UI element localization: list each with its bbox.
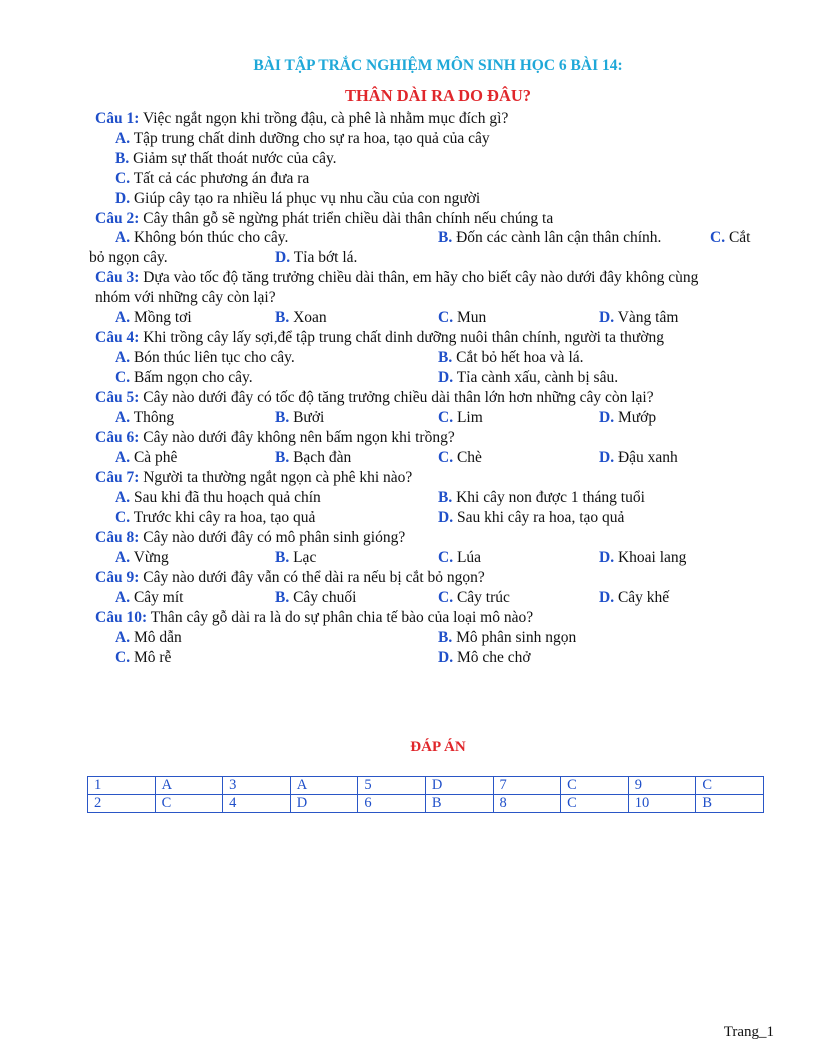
table-cell: B — [425, 795, 493, 813]
option-c: C. Lim — [438, 409, 483, 427]
option-b: B. Giảm sự thất thoát nước của cây. — [115, 149, 337, 167]
table-cell: C — [561, 777, 629, 795]
question-label: Câu 10: — [95, 608, 148, 626]
option-c: C. Mun — [438, 309, 487, 327]
question-text: Khi trồng cây lấy sợi,để tập trung chất dinh dưỡng nuôi thân chính, người ta thường — [143, 329, 664, 347]
question-8 — [95, 528, 785, 568]
question-label: Câu 4: — [95, 329, 140, 347]
table-cell: 4 — [223, 795, 291, 813]
question-label: Câu 6: — [95, 429, 140, 447]
option-d: D. Giúp cây tạo ra nhiều lá phục vụ nhu cầu của con người — [115, 189, 481, 207]
option-c: C. Tất cả các phương án đưa ra — [115, 169, 310, 187]
question-label: Câu 5: — [95, 389, 140, 407]
document-subtitle: THÂN DÀI RA DO ĐÂU? — [344, 86, 532, 105]
option-d: D. Cây khế — [599, 588, 670, 606]
question-5 — [95, 388, 785, 428]
option-c: C. Mô rễ — [115, 648, 172, 666]
table-cell: 2 — [88, 795, 156, 813]
option-d: D. Tỉa bớt lá. — [275, 249, 358, 267]
question-text: Người ta thường ngắt ngọn cà phê khi nào? — [143, 468, 413, 486]
table-cell: 8 — [493, 795, 561, 813]
option-c: C. Lúa — [438, 548, 482, 566]
question-text: Dựa vào tốc độ tăng trưởng chiều dài thân, em hãy cho biết cây nào dưới đây không cùng — [143, 269, 699, 287]
table-cell: 9 — [628, 777, 696, 795]
table-cell: A — [290, 777, 358, 795]
option-d: D. Khoai lang — [599, 548, 687, 566]
option-a: A. Cây mít — [115, 588, 184, 606]
table-cell: C — [561, 795, 629, 813]
question-6 — [95, 428, 785, 468]
answers-heading: ĐÁP ÁN — [410, 739, 466, 755]
option-b: B. Bạch đàn — [275, 448, 352, 466]
option-b: B. Khi cây non được 1 tháng tuổi — [438, 488, 645, 506]
option-c: C. Cây trúc — [438, 588, 510, 606]
question-text: Việc ngắt ngọn khi trồng đậu, cà phê là nhằm mục đích gì? — [142, 110, 509, 127]
table-row — [88, 777, 764, 795]
question-label: Câu 2: — [95, 209, 140, 227]
option-c: C. Trước khi cây ra hoa, tạo quả — [115, 508, 316, 526]
option-a: A. Mô dẫn — [115, 628, 182, 646]
option-d: D. Mướp — [599, 409, 657, 427]
table-cell: 10 — [628, 795, 696, 813]
question-text: Thân cây gỗ dài ra là do sự phân chia tế bào của loại mô nào? — [150, 608, 534, 626]
option-d: D. Tỉa cành xấu, cành bị sâu. — [438, 369, 619, 387]
answer-table — [87, 776, 764, 813]
option-d: D. Sau khi cây ra hoa, tạo quả — [438, 508, 625, 526]
option-c-continued: bỏ ngọn cây. — [89, 249, 168, 267]
question-2 — [89, 209, 785, 269]
question-text-continued: nhóm với những cây còn lại? — [95, 289, 276, 307]
option-a: A. Vừng — [115, 548, 169, 566]
table-cell: D — [290, 795, 358, 813]
option-b: B. Mô phân sinh ngọn — [438, 628, 577, 646]
option-d: D. Vàng tâm — [599, 309, 679, 327]
option-b: B. Xoan — [275, 309, 327, 327]
option-b: B. Cây chuối — [275, 588, 357, 606]
option-c: C. Cắt — [710, 229, 751, 247]
question-label: Câu 3: — [95, 269, 140, 287]
option-b: B. Đốn các cành lân cận thân chính. — [438, 229, 662, 247]
option-c: C. Chè — [438, 448, 482, 466]
table-cell: 6 — [358, 795, 426, 813]
question-label: Câu 9: — [95, 568, 140, 586]
table-cell: 7 — [493, 777, 561, 795]
question-text: Cây nào dưới đây vẫn có thể dài ra nếu bị cắt bỏ ngọn? — [143, 568, 485, 586]
question-9 — [95, 568, 785, 608]
table-row — [88, 795, 764, 813]
question-text: Cây nào dưới đây có mô phân sinh gióng? — [143, 528, 406, 546]
question-label: Câu 8: — [95, 528, 140, 546]
question-label: Câu 1: — [95, 110, 140, 127]
table-cell: B — [696, 795, 764, 813]
option-a: A. Sau khi đã thu hoạch quả chín — [115, 488, 321, 506]
question-3 — [95, 268, 785, 328]
option-a: A. Cà phê — [115, 448, 178, 466]
question-1 — [95, 109, 785, 209]
table-cell: C — [696, 777, 764, 795]
option-b: B. Cắt bỏ hết hoa và lá. — [438, 349, 584, 367]
question-text: Cây nào dưới đây không nên bấm ngọn khi trồng? — [143, 429, 455, 447]
question-label: Câu 7: — [95, 468, 140, 486]
table-cell: C — [155, 795, 223, 813]
option-a: A. Thông — [115, 409, 175, 427]
table-cell: 5 — [358, 777, 426, 795]
document-title: BÀI TẬP TRẮC NGHIỆM MÔN SINH HỌC 6 BÀI 14: — [253, 57, 623, 74]
option-d: D. Đậu xanh — [599, 448, 678, 466]
question-text: Cây nào dưới đây có tốc độ tăng trưởng chiều dài thân lớn hơn những cây còn lại? — [143, 389, 654, 407]
table-cell: D — [425, 777, 493, 795]
table-cell: 1 — [88, 777, 156, 795]
question-4 — [95, 328, 785, 388]
question-10 — [95, 608, 785, 668]
option-d: D. Mô che chở — [438, 648, 531, 666]
option-a: A. Mồng tơi — [115, 309, 192, 327]
option-a: A. Không bón thúc cho cây. — [115, 229, 289, 247]
question-7 — [95, 468, 785, 528]
option-a: A. Bón thúc liên tục cho cây. — [115, 349, 295, 367]
questions-list — [89, 109, 785, 668]
page-number: Trang_1 — [723, 1024, 774, 1040]
table-cell: A — [155, 777, 223, 795]
option-b: B. Bưởi — [275, 409, 325, 427]
option-a: A. Tập trung chất dinh dưỡng cho sự ra hoa, tạo quả của cây — [115, 129, 490, 147]
option-c: C. Bấm ngọn cho cây. — [115, 369, 253, 387]
question-text: Cây thân gỗ sẽ ngừng phát triển chiều dài thân chính nếu chúng ta — [143, 209, 554, 227]
table-cell: 3 — [223, 777, 291, 795]
option-b: B. Lạc — [275, 548, 317, 566]
